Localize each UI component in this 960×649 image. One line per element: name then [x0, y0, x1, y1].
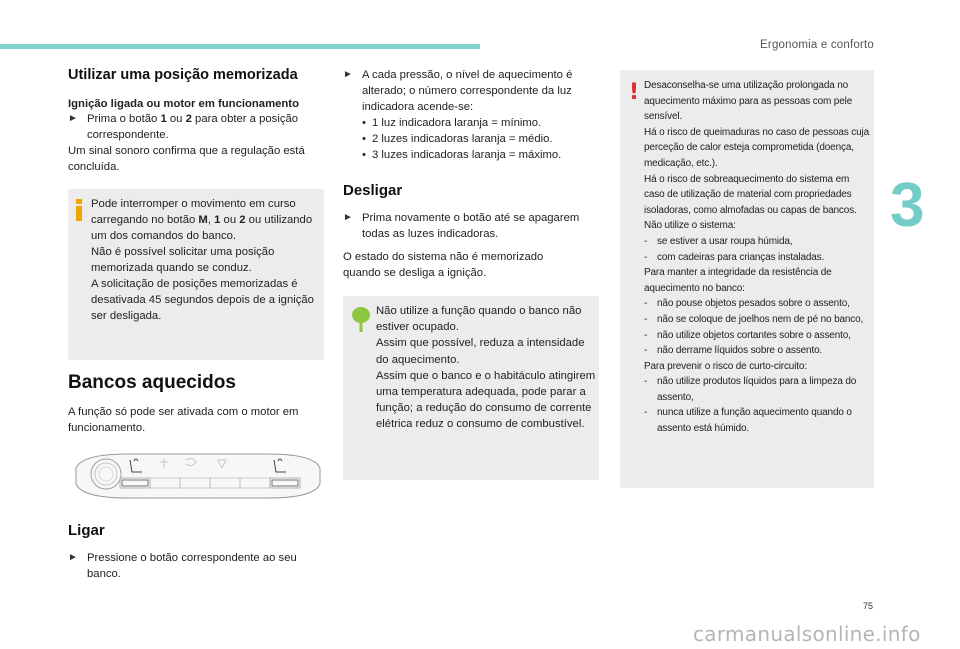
- arrow-icon: ►: [343, 69, 353, 80]
- confirm-note: Um sinal sonoro confirma que a regulação está concluída.: [68, 145, 305, 174]
- info-text-3: A solicitação de posições memorizadas é desativada 45 segundos depois de a ignição ser desligada.: [91, 278, 314, 323]
- section-title-desligar: Desligar: [343, 182, 403, 199]
- warning-dash-item: - não derrame líquidos sobre o assento.: [644, 343, 870, 359]
- warning-dash-item: - nunca utilize a função aquecimento quando o assento está húmido.: [644, 405, 870, 436]
- eco-box: [343, 296, 599, 480]
- step-desligar: ► Prima novamente o botão até se apagarem todas as luzes indicadoras.: [343, 212, 580, 241]
- section-title-memorized: Utilizar uma posição memorizada: [68, 67, 298, 83]
- arrow-icon: ►: [68, 113, 78, 124]
- condition-text: Ignição ligada ou motor em funcionamento: [68, 98, 299, 110]
- warning-dash-item: - com cadeiras para crianças instaladas.: [644, 250, 870, 266]
- info-text-1: Pode interromper o movimento em curso carregando no botão M, 1 ou 2 ou utilizando um dos comandos do banco.: [91, 198, 313, 243]
- page-number: 75: [862, 601, 873, 611]
- step-btn-2: 2: [185, 113, 192, 125]
- warning-dash-item: - não pouse objetos pesados sobre o assento,: [644, 296, 870, 312]
- warning-dash-item: - não se coloque de joelhos nem de pé no banco,: [644, 312, 870, 328]
- level-item: • 3 luzes indicadoras laranja = máximo.: [362, 147, 598, 163]
- level-item: • 1 luz indicadora laranja = mínimo.: [362, 115, 598, 131]
- step-ligar: ► Pressione o botão correspondente ao seu banco.: [68, 552, 297, 581]
- warning-dash-item: - se estiver a usar roupa húmida,: [644, 234, 870, 250]
- arrow-icon: ►: [68, 552, 78, 563]
- warning-dash-item: - não utilize objetos cortantes sobre o assento,: [644, 328, 870, 344]
- section-title-ligar: Ligar: [68, 522, 105, 539]
- warning-exclamation-icon: !: [629, 80, 640, 105]
- chapter-number: 3: [890, 171, 925, 240]
- info-box: [68, 189, 324, 360]
- warning-box: [620, 70, 874, 488]
- info-icon: [76, 199, 82, 221]
- step-btn-1: 1: [160, 113, 167, 125]
- chapter-header-title: Ergonomia e conforto: [760, 39, 874, 51]
- eco-text: Não utilize a função quando o banco não estiver ocupado. Assim que possível, reduza a intensidade do aquecimento. Assim que o banco e o habitáculo atingirem uma temperatura adequada, pode parar a função; a redução do consumo de corrente elétrica reduz o consumo de combustível.: [376, 305, 596, 431]
- step-text-b: ou: [166, 113, 186, 125]
- eco-tree-icon: [351, 306, 371, 334]
- warning-text: Desaconselha-se uma utilização prolongada no aquecimento máximo para as pessoas com pele sensível. Há o risco de queimaduras no caso de pessoas cuja perceção de calor esteja comprometida (doença, medicação, etc.). Há o risco de sobreaquecimento do sistema em caso de utilização de material com propriedades isoladoras, como almofadas ou capas de bancos. Não utilize o sistema: - se estiver a usar roupa húmida, - com cadeiras para crianças instaladas. Para manter a integridade da resistência de aquecimento no banco: - não pouse objetos pesados sobre o assento, - não se coloque de joelhos nem de pé no banco, - não utilize objetos cortantes sobre o assento, - não derrame líquidos sobre o assento. Para prevenir o risco de curto-circuito: - não utilize produtos líquidos para a limpeza do assento, - nunca utilize a função aquecimento quando o assento está húmido.: [644, 78, 870, 437]
- step-text-a: Prima o botão: [87, 113, 161, 125]
- warning-dash-item: - não utilize produtos líquidos para a limpeza do assento,: [644, 374, 870, 405]
- desligar-note: O estado do sistema não é memorizado quando se desliga a ignição.: [343, 251, 544, 280]
- section-title-heated: Bancos aquecidos: [68, 372, 236, 393]
- header-accent-bar: [0, 44, 480, 49]
- level-item: • 2 luzes indicadoras laranja = médio.: [362, 131, 598, 147]
- step-press: ► A cada pressão, o nível de aquecimento é alterado; o número correspondente da luz indicadora acende-se:: [343, 69, 573, 114]
- step-memorized: [68, 111, 324, 143]
- arrow-icon: ►: [343, 212, 353, 223]
- step-text-c: para obter a posição correspondente.: [87, 113, 299, 142]
- info-text-2: Não é possível solicitar uma posição memorizada quando se conduz.: [91, 246, 275, 275]
- seat-heating-panel-illustration: [68, 448, 324, 504]
- heated-text: A função só pode ser ativada com o motor em funcionamento.: [68, 406, 299, 435]
- watermark-text: carmanualsonline.info: [693, 622, 921, 646]
